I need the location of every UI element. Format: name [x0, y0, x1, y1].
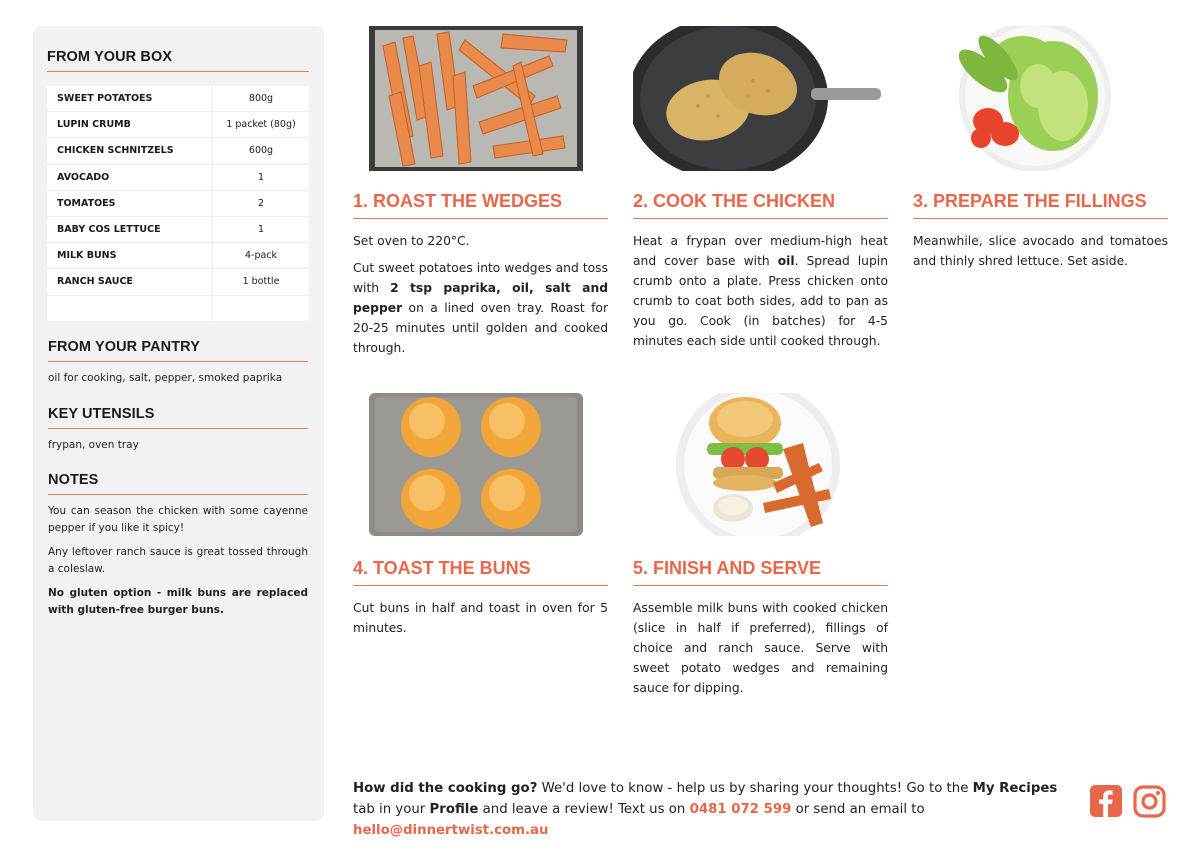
email-link[interactable]: hello@dinnertwist.com.au: [353, 823, 549, 838]
chicken-pan-photo: [633, 26, 888, 171]
text-run: and leave a review! Text us on: [478, 802, 690, 817]
step-body: [353, 598, 608, 638]
step-text: Cut buns in half and toast in oven for 5 minutes.: [353, 601, 608, 635]
step-2: [633, 26, 888, 358]
ingredient-row: [47, 269, 309, 295]
note: Any leftover ranch sauce is great tossed through a coleslaw.: [48, 546, 308, 575]
footer-question: How did the cooking go?: [353, 781, 538, 796]
fillings-photo: [913, 26, 1168, 171]
ingredient-name: LUPIN CRUMB: [47, 112, 213, 137]
ingredient-name: TOMATOES: [47, 191, 213, 216]
step-title: 4. TOAST THE BUNS: [353, 558, 608, 586]
ingredient-qty: 1: [257, 171, 265, 183]
step-body: [633, 598, 888, 698]
text-run-bold: oil: [777, 254, 795, 268]
step-text: Set oven to 220°C.: [353, 234, 470, 248]
ingredient-qty: 4-pack: [244, 250, 278, 262]
ingredient-row: [47, 217, 309, 243]
ingredient-qty: 2: [257, 197, 265, 209]
text-run: . Spread lupin crumb onto a plate. Press chicken onto crumb to coat both sides, add to pan as you go. Cook (in batches) for 4-5 minutes each side until cooked through.: [633, 254, 888, 348]
ingredient-qty: 800g: [248, 93, 274, 105]
ingredient-name: RANCH SAUCE: [47, 269, 213, 294]
pantry-heading: FROM YOUR PANTRY: [48, 339, 308, 362]
ingredient-row: [47, 112, 309, 138]
phone-link[interactable]: 0481 072 599: [689, 802, 792, 817]
step-title: 5. FINISH AND SERVE: [633, 558, 888, 586]
ingredient-name-empty: [47, 296, 213, 321]
text-run-bold: 2 tsp paprika, oil, salt and pepper: [353, 281, 609, 315]
ingredient-row: [47, 243, 309, 269]
text-run: Heat a frypan over medium-high heat and cover base with: [633, 234, 888, 268]
pantry-section: [48, 339, 308, 387]
step-body: [633, 231, 888, 351]
step-5: [633, 393, 888, 705]
note: You can season the chicken with some cayenne pepper if you like it spicy!: [48, 505, 308, 534]
ingredient-row-empty: [47, 296, 309, 321]
ingredient-qty: 600g: [248, 145, 274, 157]
step-body: [913, 231, 1168, 271]
text-run: tab in your: [353, 802, 430, 817]
text-run: on a lined oven tray. Roast for 20-25 minutes until golden and cooked through.: [353, 301, 608, 355]
ingredient-row: [47, 165, 309, 191]
ingredient-row: [47, 86, 309, 112]
toasted-buns-photo: [353, 393, 608, 536]
ingredient-row: [47, 138, 309, 164]
text-run: Cut sweet potatoes into wedges and toss with: [353, 261, 608, 295]
burger-plate-photo: [633, 393, 888, 536]
note-gluten: No gluten option - milk buns are replaced with gluten-free burger buns.: [48, 587, 308, 616]
ingredient-row: [47, 191, 309, 217]
my-recipes-label: My Recipes: [972, 781, 1058, 796]
step-text: [353, 258, 608, 358]
utensils-heading: KEY UTENSILS: [48, 406, 308, 429]
step-title: 2. COOK THE CHICKEN: [633, 191, 888, 219]
step-text: Meanwhile, slice avocado and tomatoes and thinly shred lettuce. Set aside.: [913, 234, 1168, 268]
step-title: 1. ROAST THE WEDGES: [353, 191, 608, 219]
step-text: Assemble milk buns with cooked chicken (slice in half if preferred), fillings of choice and ranch sauce. Serve with sweet potato wedges and remaining sauce for dipping.: [633, 601, 888, 695]
ingredient-name: MILK BUNS: [47, 243, 213, 268]
text-run: or send an email to: [791, 802, 925, 817]
utensils-section: [48, 406, 308, 454]
step-3: [913, 26, 1168, 278]
ingredient-qty: 1 packet (80g): [226, 119, 296, 131]
facebook-icon[interactable]: [1090, 785, 1122, 817]
step-title: 3. PREPARE THE FILLINGS: [913, 191, 1168, 219]
step-4: [353, 393, 608, 645]
text-run: We'd love to know - help us by sharing your thoughts! Go to the: [537, 781, 973, 796]
profile-label: Profile: [429, 802, 479, 817]
ingredient-qty: 1 bottle: [242, 276, 280, 288]
ingredient-name: AVOCADO: [47, 165, 213, 190]
step-body: [353, 231, 608, 358]
feedback-footer: [353, 778, 1073, 841]
ingredients-table: [47, 86, 309, 321]
ingredient-name: BABY COS LETTUCE: [47, 217, 213, 242]
notes-section: [48, 472, 308, 626]
step-1: [353, 26, 608, 365]
instagram-icon[interactable]: [1133, 785, 1166, 818]
wedges-photo: [353, 26, 608, 171]
pantry-text: oil for cooking, salt, pepper, smoked paprika: [48, 372, 283, 384]
step-text: [633, 231, 888, 351]
ingredients-sidebar: [33, 26, 324, 821]
from-your-box-heading: FROM YOUR BOX: [47, 49, 309, 72]
notes-heading: NOTES: [48, 472, 308, 495]
utensils-text: frypan, oven tray: [48, 439, 139, 451]
ingredient-name: SWEET POTATOES: [47, 86, 213, 111]
ingredient-qty: 1: [257, 224, 265, 236]
ingredient-name: CHICKEN SCHNITZELS: [47, 138, 213, 163]
